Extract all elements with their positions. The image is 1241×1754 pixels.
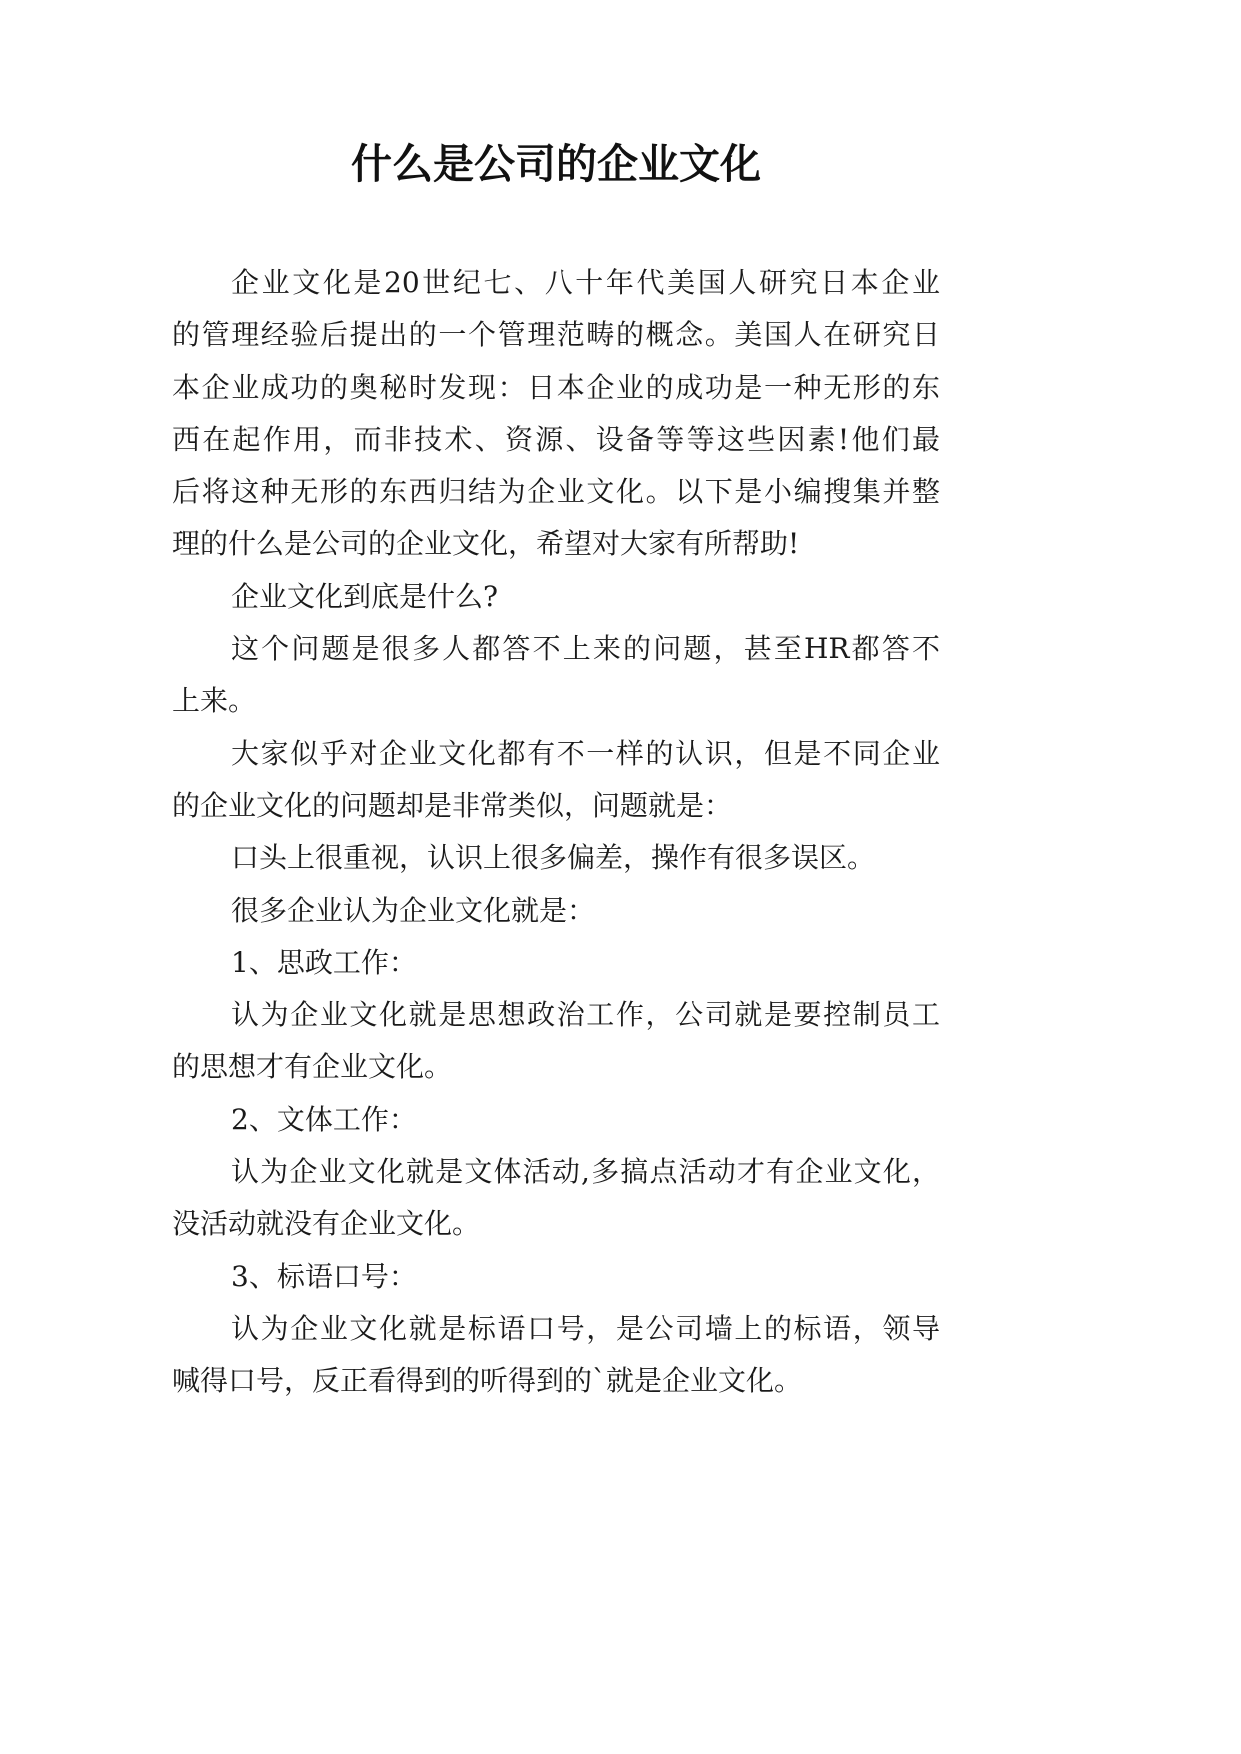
paragraph-line: 认为企业文化就是文体活动,多搞点活动才有企业文化，	[231, 1155, 940, 1189]
paragraph	[172, 989, 940, 1094]
paragraph	[172, 728, 940, 833]
paragraph-line: 企业文化到底是什么?	[231, 579, 499, 613]
paragraph-line: 本企业成功的奥秘时发现：日本企业的成功是一种无形的东	[172, 370, 940, 404]
paragraph-line: 的思想才有企业文化。	[172, 1050, 453, 1084]
paragraph-line: 3、标语口号：	[231, 1259, 417, 1293]
paragraph	[172, 937, 940, 989]
paragraph-line: 企业文化是20世纪七、八十年代美国人研究日本企业	[231, 266, 940, 299]
paragraph-line: 2、文体工作：	[231, 1102, 417, 1136]
paragraph-line: 的企业文化的问题却是非常类似，问题就是：	[172, 788, 733, 822]
paragraph-line: 的管理经验后提出的一个管理范畴的概念。美国人在研究日	[172, 318, 940, 352]
paragraph-line: 理的什么是公司的企业文化，希望对大家有所帮助!	[172, 527, 800, 561]
document-title: 什么是公司的企业文化	[351, 140, 761, 188]
paragraph-line: 这个问题是很多人都答不上来的问题，甚至HR都答不	[231, 632, 940, 666]
paragraph-line: 西在起作用，而非技术、资源、设备等等这些因素!他们最	[172, 422, 940, 456]
paragraph	[172, 1251, 940, 1303]
paragraph-line: 很多企业认为企业文化就是：	[231, 893, 596, 927]
paragraph	[172, 832, 940, 884]
paragraph	[172, 1094, 940, 1146]
paragraph-line: 后将这种无形的东西归结为企业文化。以下是小编搜集并整	[172, 475, 940, 509]
paragraph	[172, 623, 940, 728]
document-body	[172, 257, 940, 1408]
paragraph-line: 1、思政工作：	[231, 945, 417, 979]
paragraph	[172, 571, 940, 623]
paragraph-line: 没活动就没有企业文化。	[172, 1207, 481, 1241]
paragraph-line: 上来。	[172, 684, 257, 718]
paragraph-line: 喊得口号，反正看得到的听得到的`就是企业文化。	[172, 1364, 803, 1398]
paragraph-line: 口头上很重视，认识上很多偏差，操作有很多误区。	[231, 841, 876, 875]
paragraph-line: 大家似乎对企业文化都有不一样的认识，但是不同企业	[231, 736, 940, 770]
paragraph-line: 认为企业文化就是标语口号，是公司墙上的标语，领导	[231, 1311, 940, 1345]
paragraph	[172, 1146, 940, 1251]
paragraph-line: 认为企业文化就是思想政治工作，公司就是要控制员工	[231, 998, 940, 1032]
paragraph	[172, 885, 940, 937]
paragraph	[172, 257, 940, 571]
paragraph	[172, 1303, 940, 1408]
